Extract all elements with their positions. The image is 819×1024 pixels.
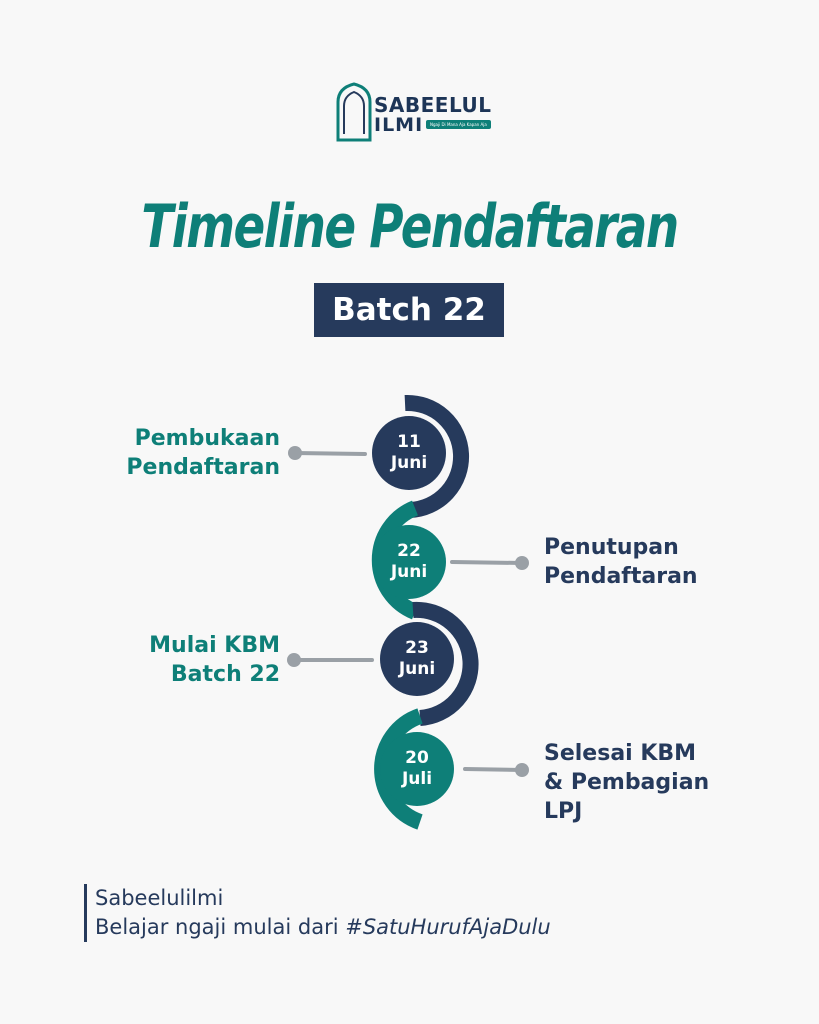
date-month-2: Juni <box>390 562 428 582</box>
date-month-4: Juli <box>401 769 433 789</box>
page-title: Timeline Pendaftaran <box>141 192 678 262</box>
connector-line-2 <box>452 562 522 563</box>
event-label-4: Selesai KBM & Pembagian LPJ <box>544 741 710 824</box>
connector-dot-2 <box>515 556 529 570</box>
connector-dot-3 <box>287 653 301 667</box>
connector-line-4 <box>465 769 522 770</box>
date-circle-4 <box>380 732 454 806</box>
connector-dot-1 <box>288 446 302 460</box>
date-circle-2 <box>372 525 446 599</box>
connector-dot-4 <box>515 763 529 777</box>
date-day-2: 22 <box>397 541 421 561</box>
date-day-3: 23 <box>405 638 429 658</box>
event-label-3: Mulai KBM Batch 22 <box>149 633 280 687</box>
date-day-1: 11 <box>397 432 421 452</box>
date-month-1: Juni <box>390 453 428 473</box>
brand-name-line1: SABEELUL <box>374 93 492 117</box>
footer-name: Sabeelulilmi <box>95 886 224 910</box>
date-circle-3 <box>380 622 454 696</box>
footer-tagline: Belajar ngaji mulai dari #SatuHurufAjaDulu <box>95 915 551 939</box>
event-label-1: Pembukaan Pendaftaran <box>126 426 280 480</box>
connector-line-1 <box>295 453 365 454</box>
date-circle-1 <box>372 416 446 490</box>
brand-tagline: Ngaji Di Mana Aja Kapan Aja <box>426 120 491 129</box>
event-label-2: Penutupan Pendaftaran <box>544 535 698 589</box>
footer <box>84 884 551 942</box>
batch-badge: Batch 22 <box>314 283 504 337</box>
date-month-3: Juni <box>398 659 436 679</box>
footer-hashtag: #SatuHurufAjaDulu <box>345 915 551 939</box>
brand-name-line2: ILMI <box>374 114 424 136</box>
date-day-4: 20 <box>405 748 429 768</box>
